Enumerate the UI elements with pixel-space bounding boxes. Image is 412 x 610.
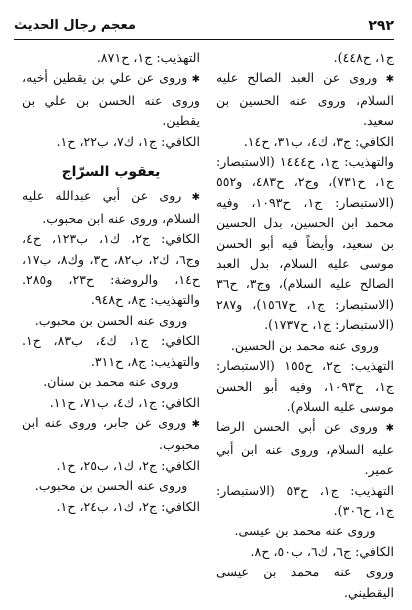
- paragraph: ج١، ح٤٤٨).: [333, 50, 394, 65]
- paragraph: الكافي: ج٦، ك٦، ب٥٠، ح٨.: [250, 543, 394, 559]
- paragraph: التهذيب: ج١، ح٨٧١.: [96, 50, 200, 65]
- paragraph: وروى عنه الحسن بن محبوب.: [34, 478, 188, 494]
- paragraph: التهذيب: ج٢، ح١٥٥ (الاستبصار: ج١، ح١٠٩٣، وفيه أبو الحسن موسى عليه السلام).: [216, 358, 394, 414]
- paragraph: الكافي: ج١، ك٤، ب٧١، ح١١.: [49, 394, 200, 410]
- entry-heading: يعقوب السرّاج: [61, 164, 161, 181]
- paragraph: الكافي: ج١، ك٧، ب٢٢، ح١.: [56, 133, 200, 149]
- paragraph: الكافي: ج٢، ك١، ب٢٥، ح١.: [56, 457, 200, 473]
- paragraph: ✱ وروى عن أبي الحسن الرضا عليه السلام، وروى عنه ابن أبي عمير.: [216, 417, 394, 480]
- left-column: [22, 48, 200, 517]
- paragraph: وروى عنه محمد بن الحسين.: [230, 337, 380, 353]
- paragraph: وروى عنه محمد بن عيسى اليقطيني.: [216, 564, 394, 600]
- paragraph: والتهذيب: ج١، ح١٤٤٤ (الاستبصار: ج١، ح٧٣١)، وج٢، ح٤٨٣، و٥٥٢ (الاستبصار: ج١، ح١٠٩٣، وفيه محمد ابن الحسين، بدل الحسين بن سعيد، وأيضاً فيه أبو الحسن موسى عليه السلام، بدل العبد الصالح عليه السلام)، وج٣، ح٣٦ (الاستبصار: ج١، ح١٥٦٧)، و٢٨٧ (الاستبصار: ج١، ح١٧٣٧).: [216, 154, 395, 333]
- header-rule: [14, 39, 394, 40]
- right-column: [216, 48, 394, 603]
- paragraph: الكافي: ج٢، ك١، ب٢٤، ح١.: [56, 498, 200, 514]
- paragraph: الكافي: ج٢، ك١، ب١٢٣، ح٤، وج٦، ك٢، ب٨٢، ح٣، وك٨، ب١٧، ح١٤، والروضة: ح٢٣، و٢٨٥. والتهذيب: ج٨، ح٩٤٨.: [22, 231, 201, 308]
- paragraph: وروى عنه محمد بن عيسى.: [234, 523, 376, 539]
- page-number: ٢٩٢: [368, 18, 394, 34]
- paragraph: وروى عنه محمد بن سنان.: [43, 374, 179, 390]
- paragraph: وروى عنه الحسن بن محبوب.: [34, 312, 188, 328]
- paragraph: ✱ وروى عن جابر، وروى عنه ابن محبوب.: [22, 413, 200, 456]
- paragraph: الكافي: ج٣، ك٤، ب٣١، ح١٤.: [243, 133, 394, 149]
- running-title: معجم رجال الحديث: [14, 18, 136, 33]
- paragraph: ✱ روى عن أبي عبدالله عليه السلام، وروى عنه ابن محبوب.: [22, 186, 200, 229]
- paragraph: ✱ وروى عن العبد الصالح عليه السلام، وروى عنه الحسين بن سعيد.: [216, 68, 394, 131]
- paragraph: التهذيب: ج١، ح٥٣ (الاستبصار: ج١، ح٣٠٦).: [216, 482, 394, 518]
- running-header: [14, 18, 394, 38]
- paragraph: ✱ وروى عن علي بن يقطين أخيه، وروى عنه الحسن بن علي بن يقطين.: [22, 68, 200, 131]
- paragraph: الكافي: ج١، ك٤، ب٨٣، ح١. والتهذيب: ج٨، ح٣١١.: [22, 333, 200, 369]
